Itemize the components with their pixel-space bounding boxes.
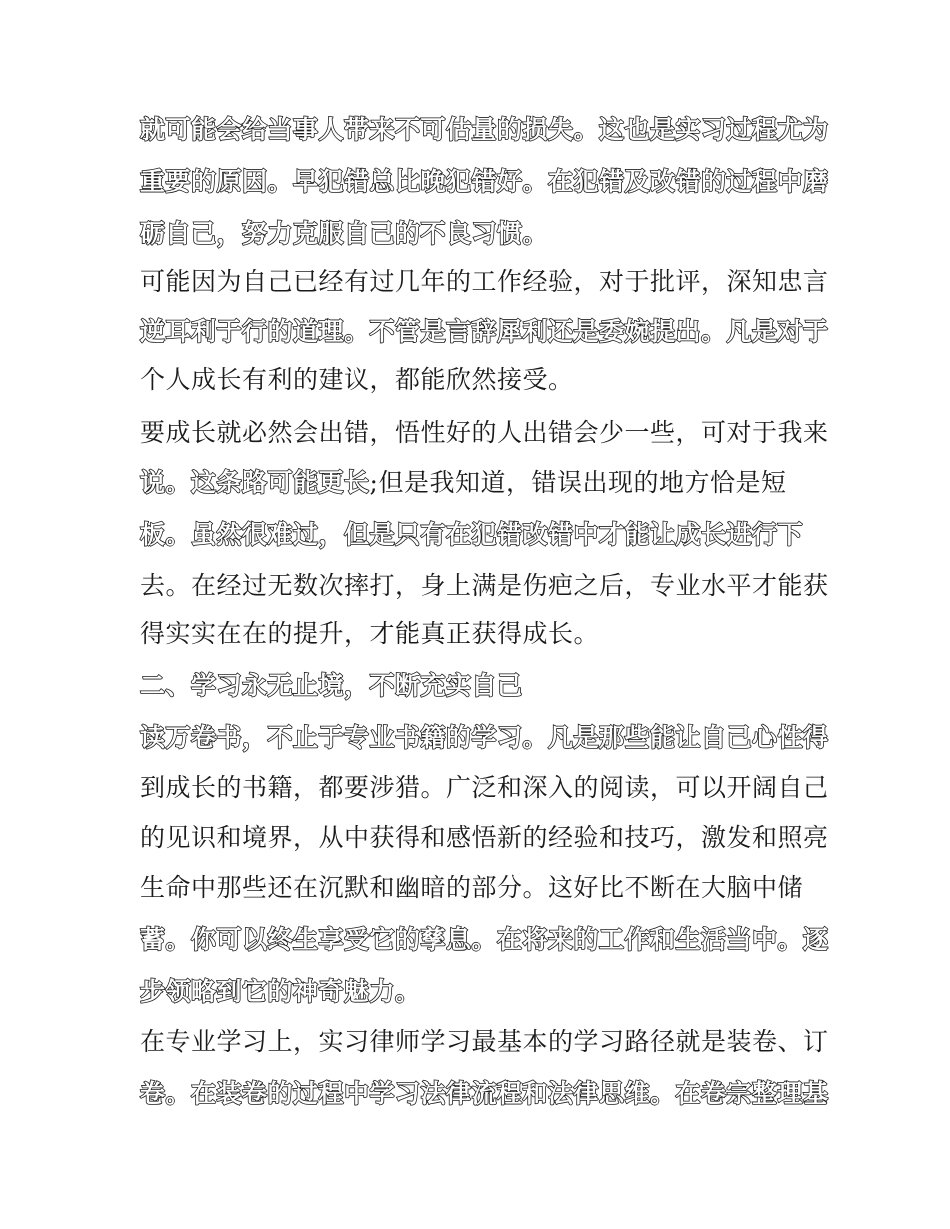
text-line (140, 214, 548, 254)
text-segment: ;但是我知道，错误出现的地方恰是短 (369, 468, 787, 497)
text-line (140, 413, 829, 453)
text-segment: 得实实在在的提升，才能真正获得成长。 (140, 619, 600, 648)
text-segment: 卷。在装卷的过程中学习法律流程和法律思维。在卷宗整理基 (140, 1079, 829, 1108)
text-line (140, 614, 599, 654)
text-segment: 蓄。你可以终生享受它的孳息。在将来的工作和生活当中。逐 (140, 925, 829, 954)
text-segment: 在专业学习上，实习律师学习最基本的学习路径就是装卷、订 (140, 1027, 829, 1056)
text-segment: 重要的原因。早犯错总比晚犯错好。在犯错及改错的过程中磨 (140, 167, 829, 196)
text-segment: 生命中那些还在沉默和幽暗的部分。这好比不断在大脑中储 (140, 873, 804, 902)
text-segment: 砺自己，努力克服自己的不良习惯。 (140, 219, 549, 248)
text-line (140, 262, 829, 302)
text-line (140, 818, 829, 858)
text-segment: 要成长就必然会出错，悟性好的人出错会少一些，可对于我来 (140, 418, 829, 447)
text-segment: 可能因为自己已经有过几年的工作经验，对于批评，深知忠言 (140, 267, 829, 296)
text-line (140, 515, 803, 555)
text-segment: 步领略到它的神奇魅力。 (140, 977, 421, 1006)
text-segment: 二、学习永无止境，不断充实自己 (140, 671, 523, 700)
text-line (140, 360, 574, 400)
text-line (140, 768, 829, 808)
text-segment: 逆耳利于行的道理。不管是言辞犀利还是委婉提出。凡是对于 (140, 317, 829, 346)
text-line (140, 1074, 829, 1114)
text-segment: 去。在经过无数次摔打，身上满是伤疤之后，专业水平才能获 (140, 571, 829, 600)
section-heading (140, 666, 523, 706)
text-line (140, 920, 829, 960)
text-line (140, 566, 829, 606)
text-line (140, 110, 829, 150)
text-segment: 到成长的书籍，都要涉猎。广泛和深入的阅读，可以开阔自己 (140, 773, 829, 802)
text-segment: 个人成长有利的建议，都能欣然接受。 (140, 365, 574, 394)
text-segment: 的见识和境界，从中获得和感悟新的经验和技巧，激发和照亮 (140, 823, 829, 852)
text-line (140, 1022, 829, 1062)
text-line (140, 868, 803, 908)
text-line (140, 162, 829, 202)
text-segment: 说。这条路可能更长 (140, 468, 370, 497)
text-segment: 就可能会给当事人带来不可估量的损失。这也是实习过程尤为 (140, 115, 829, 144)
text-line (140, 972, 421, 1012)
text-segment: 读万卷书，不止于专业书籍的学习。凡是那些能让自己心性得 (140, 723, 829, 752)
text-line (140, 718, 829, 758)
text-line (140, 463, 786, 503)
text-segment: 板。虽然很难过，但是只有在犯错改错中才能让成长进行下 (140, 520, 804, 549)
text-line (140, 312, 829, 352)
